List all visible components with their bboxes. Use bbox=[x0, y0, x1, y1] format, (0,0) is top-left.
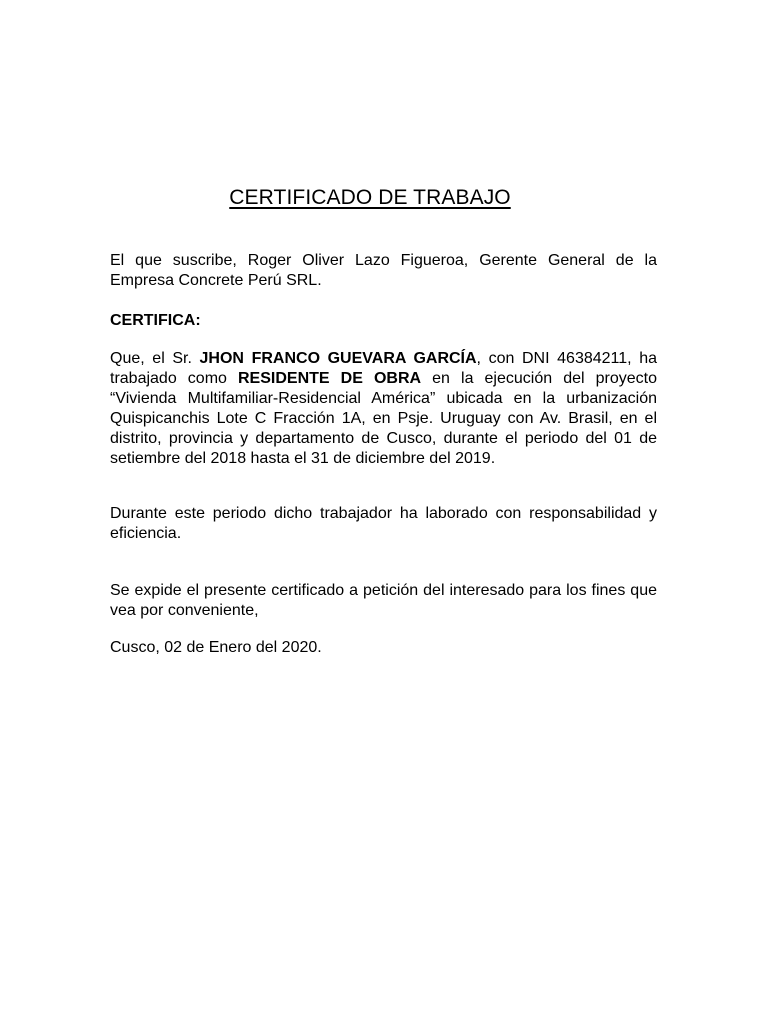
certification-paragraph bbox=[110, 349, 657, 469]
job-position: RESIDENTE DE OBRA bbox=[238, 370, 422, 387]
performance-paragraph: Durante este periodo dicho trabajador ha laborado con responsabilidad y eficiencia. bbox=[110, 505, 657, 542]
certification-text-part2: , con DNI 46384211, ha trabajado como bbox=[110, 350, 657, 387]
closing-paragraph: Se expide el presente certificado a petición del interesado para los fines que vea por conveniente, bbox=[110, 582, 657, 619]
certifica-heading: CERTIFICA: bbox=[110, 312, 201, 329]
certification-text-part1: Que, el Sr. bbox=[110, 350, 200, 367]
document-title: CERTIFICADO DE TRABAJO bbox=[229, 186, 511, 209]
certification-text-part3: en la ejecución del proyecto “Vivienda Multifamiliar-Residencial América” ubicada en la urbanización Quispicanchis Lote C Fracción 1A, en Psje. Uruguay con Av. Brasil, en el distrito, provincia y departamento de Cusco, durante el periodo del 01 de setiembre del 2018 hasta el 31 de diciembre del 2019. bbox=[110, 370, 658, 467]
employee-name: JHON FRANCO GUEVARA GARCÍA bbox=[199, 350, 477, 367]
place-date: Cusco, 02 de Enero del 2020. bbox=[110, 639, 322, 656]
intro-paragraph: El que suscribe, Roger Oliver Lazo Figueroa, Gerente General de la Empresa Concrete Perú SRL. bbox=[110, 252, 657, 289]
